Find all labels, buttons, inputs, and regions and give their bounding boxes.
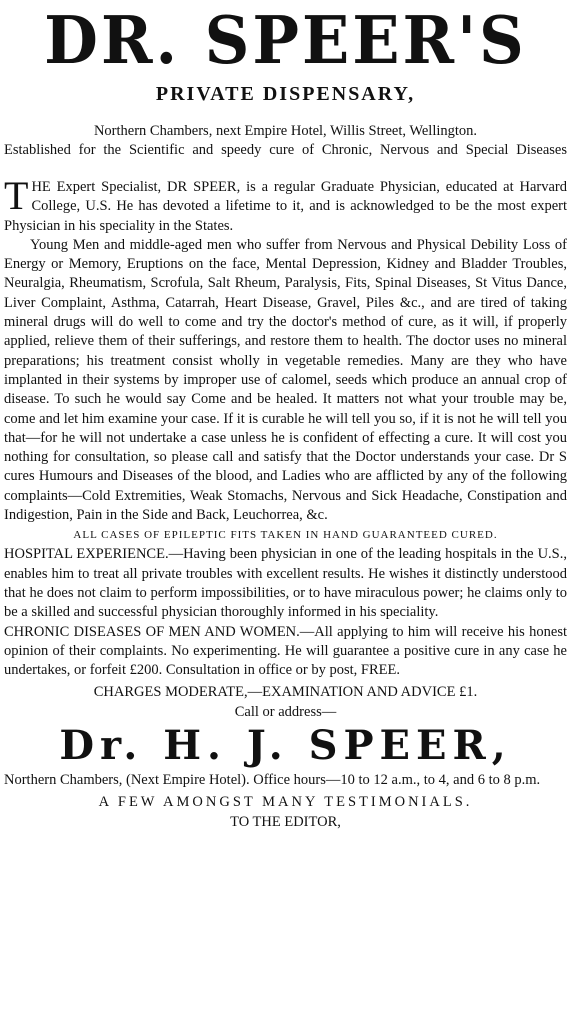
charges-line: CHARGES MODERATE,—EXAMINATION AND ADVICE £1.	[93, 684, 478, 701]
ad-body	[4, 173, 567, 525]
testimonials-heading: A FEW AMONGST MANY TESTIMONIALS.	[98, 794, 473, 811]
office-hours: Northern Chambers, (Next Empire Hotel). Office hours—10 to 12 a.m., to 4, and 6 to 8 p.m.	[4, 772, 541, 789]
intro-paragraph: THE Expert Specialist, DR SPEER, is a regular Graduate Physician, educated at Harvard College, U.S. He has devoted a lifetime to it, and is acknowledged to be the most expert Physician in his speciality in the States.	[4, 173, 567, 234]
ad-body-2	[4, 545, 567, 680]
doctor-name: Dr. H. J. SPEER,	[59, 722, 512, 770]
ailments-paragraph: Young Men and middle-aged men who suffer from Nervous and Physical Debility Loss of Energy or Memory, Eruptions on the face, Mental Depression, Kidney and Bladder Troubles, Neuralgia, Rheumatism, Scrofula, Salt Rheum, Paralysis, Fits, Spinal Diseases, St Vitus Dance, Liver Complaint, Asthma, Catarrah, Heart Disease, Gravel, Piles &c., and are tired of taking mineral drugs will do well to come and try the doctor's method of cure, as it will, if properly applied, relieve them of their sufferings, and restore them to health. The doctor uses no mineral preparations; his treatment consist wholly in vegetable remedies. Many are they who have implanted in their systems by improper use of calomel, seeds which produce an annual crop of disease. To such he would say Come and be healed. It matters not what your trouble may be, come and let him examine your case. If it is curable he will tell you so, if it is not he will tell you that—for he will not undertake a case unless he is confident of effecting a cure. It will cost you nothing for consultation, so please call and satisfy that the Doctor understands your case. Dr S cures Humours and Diseases of the blood, and Ladies who are afflicted by any of the following complaints—Cold Extremities, Weak Stomachs, Nervous and Sick Headache, Constipation and Indigestion, Pain in the Side and Back, Leuchorrea, &c.	[4, 236, 567, 524]
epileptic-guarantee: ALL CASES OF EPILEPTIC FITS TAKEN IN HAND GUARANTEED CURED.	[73, 529, 498, 542]
chronic-paragraph: CHRONIC DISEASES OF MEN AND WOMEN.—All applying to him will receive his honest opinion of their complaints. No experimenting. He will guarantee a positive cure in any case he undertakes, or forfeit £200. Consultation in office or by post, FREE.	[4, 623, 567, 679]
ad-title: DR. SPEER'S	[44, 2, 527, 79]
hospital-paragraph: HOSPITAL EXPERIENCE.—Having been physician in one of the leading hospitals in the U.S., enables him to treat all private troubles with excellent results. He wishes it distinctly understood that he does not claim to perform impossibilities, or to have miraculous power; he claims only to be a skilled and successful physician thoroughly informed in his speciality.	[4, 546, 567, 621]
ad-subtitle: PRIVATE DISPENSARY,	[155, 83, 416, 105]
established-line: Established for the Scientific and speedy cure of Chronic, Nervous and Special Diseases	[4, 142, 567, 158]
editor-heading: TO THE EDITOR,	[230, 814, 341, 831]
advertisement-page	[0, 2, 571, 1025]
dispensary-address: Northern Chambers, next Empire Hotel, Willis Street, Wellington.	[93, 123, 478, 139]
call-line: Call or address—	[234, 704, 337, 721]
